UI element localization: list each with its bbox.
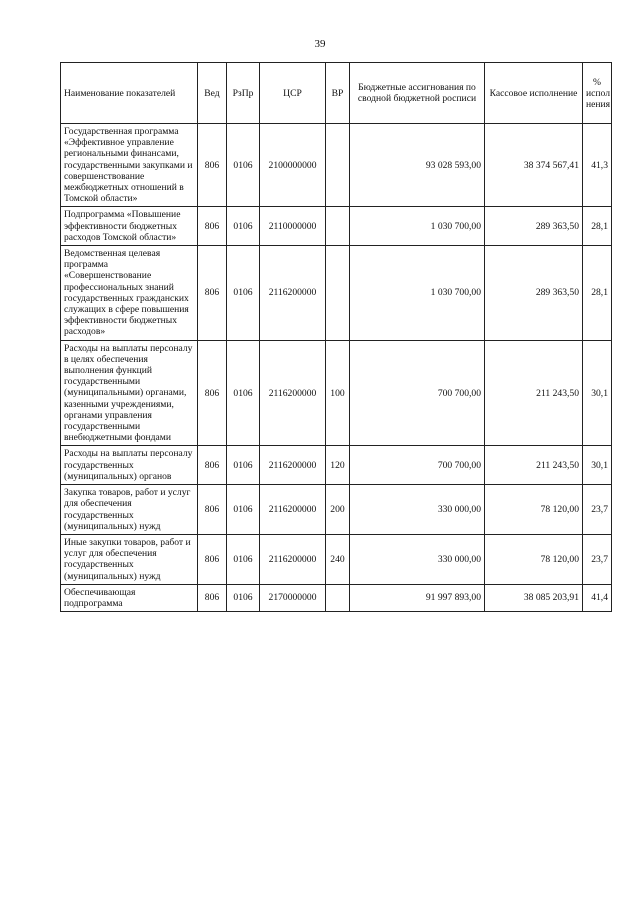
- budget-execution-table: [60, 62, 612, 612]
- row-name: Закупка товаров, работ и услуг для обеспечения государственных (муниципальных) нужд: [61, 485, 198, 535]
- row-percent: 28,1: [583, 207, 612, 246]
- row-rzpr: 0106: [227, 340, 260, 446]
- row-percent: 23,7: [583, 485, 612, 535]
- row-csr: 2100000000: [260, 124, 326, 207]
- page-number: 39: [314, 38, 326, 50]
- table-body: [61, 124, 612, 612]
- row-budget: 330 000,00: [350, 485, 485, 535]
- header-csr: ЦСР: [260, 63, 326, 124]
- row-vr: 100: [326, 340, 350, 446]
- row-csr: 2116200000: [260, 485, 326, 535]
- row-name: Подпрограмма «Повышение эффективности бюджетных расходов Томской области»: [61, 207, 198, 246]
- row-vr: [326, 246, 350, 341]
- table-header-row: [61, 63, 612, 124]
- row-csr: 2116200000: [260, 446, 326, 485]
- table-row: [61, 446, 612, 485]
- row-name: Иные закупки товаров, работ и услуг для обеспечения государственных (муниципальных) нужд: [61, 534, 198, 584]
- row-budget: 330 000,00: [350, 534, 485, 584]
- row-ved: 806: [198, 584, 227, 611]
- header-rzpr: РзПр: [227, 63, 260, 124]
- header-vr: ВР: [326, 63, 350, 124]
- row-cash: 38 374 567,41: [485, 124, 583, 207]
- row-cash: 38 085 203,91: [485, 584, 583, 611]
- row-budget: 91 997 893,00: [350, 584, 485, 611]
- row-budget: 700 700,00: [350, 446, 485, 485]
- table-row: [61, 124, 612, 207]
- table-row: [61, 340, 612, 446]
- row-cash: 289 363,50: [485, 246, 583, 341]
- row-name: Расходы на выплаты персоналу в целях обеспечения выполнения функций государственными (муниципальными) органами, казенными учреждениями, органами управления государственными внебюджетными фондами: [61, 340, 198, 446]
- row-name: Ведомственная целевая программа «Совершенствование профессиональных знаний государственных гражданских служащих в сфере повышения эффективности бюджетных расходов»: [61, 246, 198, 341]
- table-row: [61, 534, 612, 584]
- row-ved: 806: [198, 534, 227, 584]
- row-budget: 1 030 700,00: [350, 207, 485, 246]
- row-csr: 2170000000: [260, 584, 326, 611]
- row-cash: 211 243,50: [485, 446, 583, 485]
- header-ved: Вед: [198, 63, 227, 124]
- row-vr: [326, 584, 350, 611]
- row-rzpr: 0106: [227, 584, 260, 611]
- header-name: Наименование показателей: [61, 63, 198, 124]
- row-percent: 41,3: [583, 124, 612, 207]
- row-percent: 30,1: [583, 446, 612, 485]
- row-ved: 806: [198, 246, 227, 341]
- row-vr: [326, 124, 350, 207]
- row-csr: 2110000000: [260, 207, 326, 246]
- table-row: [61, 485, 612, 535]
- row-cash: 78 120,00: [485, 534, 583, 584]
- row-name: Обеспечивающая подпрограмма: [61, 584, 198, 611]
- row-ved: 806: [198, 340, 227, 446]
- table-row: [61, 207, 612, 246]
- row-vr: 200: [326, 485, 350, 535]
- row-csr: 2116200000: [260, 340, 326, 446]
- header-cash: Кассовое исполнение: [485, 63, 583, 124]
- row-ved: 806: [198, 124, 227, 207]
- row-cash: 289 363,50: [485, 207, 583, 246]
- row-ved: 806: [198, 207, 227, 246]
- row-rzpr: 0106: [227, 446, 260, 485]
- row-percent: 28,1: [583, 246, 612, 341]
- row-csr: 2116200000: [260, 246, 326, 341]
- row-ved: 806: [198, 485, 227, 535]
- row-budget: 1 030 700,00: [350, 246, 485, 341]
- row-percent: 41,4: [583, 584, 612, 611]
- row-rzpr: 0106: [227, 207, 260, 246]
- row-rzpr: 0106: [227, 485, 260, 535]
- row-vr: [326, 207, 350, 246]
- row-ved: 806: [198, 446, 227, 485]
- row-rzpr: 0106: [227, 124, 260, 207]
- table-row: [61, 246, 612, 341]
- row-vr: 240: [326, 534, 350, 584]
- table-row: [61, 584, 612, 611]
- row-percent: 23,7: [583, 534, 612, 584]
- header-percent: % испол нения: [583, 63, 612, 124]
- row-vr: 120: [326, 446, 350, 485]
- row-csr: 2116200000: [260, 534, 326, 584]
- row-cash: 78 120,00: [485, 485, 583, 535]
- row-budget: 700 700,00: [350, 340, 485, 446]
- row-name: Государственная программа «Эффективное управление региональными финансами, государственными закупками и совершенствование межбюджетных отношений в Томской области»: [61, 124, 198, 207]
- row-cash: 211 243,50: [485, 340, 583, 446]
- row-budget: 93 028 593,00: [350, 124, 485, 207]
- row-rzpr: 0106: [227, 246, 260, 341]
- row-percent: 30,1: [583, 340, 612, 446]
- header-budget: Бюджетные ассигнования по сводной бюджетной росписи: [350, 63, 485, 124]
- row-rzpr: 0106: [227, 534, 260, 584]
- row-name: Расходы на выплаты персоналу государственных (муниципальных) органов: [61, 446, 198, 485]
